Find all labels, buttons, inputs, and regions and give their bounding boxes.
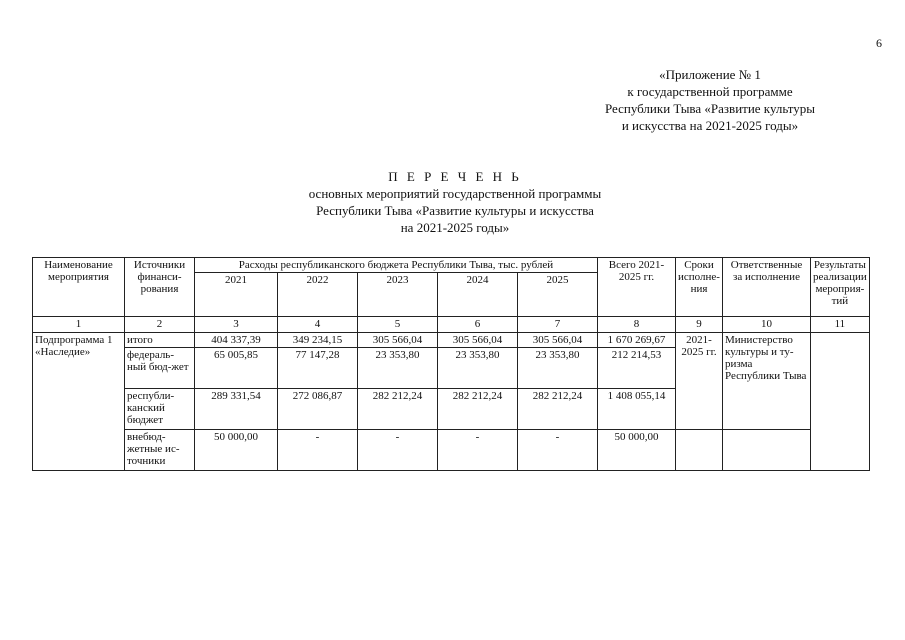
annex-line-1: «Приложение № 1 xyxy=(659,67,761,82)
value-2021: 289 331,54 xyxy=(195,389,278,430)
table-row xyxy=(33,430,870,471)
header-name: Наименование мероприятия xyxy=(33,258,125,317)
terms-empty-cell xyxy=(676,430,723,471)
terms-cell: 2021-2025 гг. xyxy=(676,333,723,430)
col-num: 7 xyxy=(518,317,598,333)
responsible-empty-cell xyxy=(723,430,811,471)
value-total: 1 670 269,67 xyxy=(598,333,676,348)
value-2025: - xyxy=(518,430,598,471)
annex-line-2: к государственной программе xyxy=(627,84,793,99)
document-title xyxy=(220,168,690,236)
page-number: 6 xyxy=(876,36,882,50)
header-results: Результаты реализации мероприя-тий xyxy=(811,258,870,317)
results-cell xyxy=(811,333,870,471)
value-2024: 282 212,24 xyxy=(438,389,518,430)
header-year-2021: 2021 xyxy=(195,273,278,317)
value-2023: 305 566,04 xyxy=(358,333,438,348)
col-num: 3 xyxy=(195,317,278,333)
value-2022: 77 147,28 xyxy=(278,348,358,389)
responsible-cell: Министерство культуры и ту-ризма Республики Тыва xyxy=(723,333,811,430)
value-2024: - xyxy=(438,430,518,471)
header-year-2025: 2025 xyxy=(518,273,598,317)
value-2025: 23 353,80 xyxy=(518,348,598,389)
measures-table xyxy=(32,257,870,471)
value-2022: - xyxy=(278,430,358,471)
col-num: 6 xyxy=(438,317,518,333)
header-responsible: Ответственные за исполнение xyxy=(723,258,811,317)
header-year-2024: 2024 xyxy=(438,273,518,317)
col-num: 8 xyxy=(598,317,676,333)
value-2025: 282 212,24 xyxy=(518,389,598,430)
annex-line-4: и искусства на 2021-2025 годы» xyxy=(621,118,799,133)
col-num: 1 xyxy=(33,317,125,333)
value-2023: - xyxy=(358,430,438,471)
value-total: 212 214,53 xyxy=(598,348,676,389)
value-total: 1 408 055,14 xyxy=(598,389,676,430)
header-terms: Сроки исполне-ния xyxy=(676,258,723,317)
annex-line-3: Республики Тыва «Развитие культуры xyxy=(604,101,816,116)
title-line-1: П Е Р Е Ч Е Н Ь xyxy=(388,169,522,184)
col-num: 4 xyxy=(278,317,358,333)
value-2024: 23 353,80 xyxy=(438,348,518,389)
header-year-2023: 2023 xyxy=(358,273,438,317)
source-cell: федераль-ный бюд-жет xyxy=(125,348,195,389)
value-2025: 305 566,04 xyxy=(518,333,598,348)
title-line-3: Республики Тыва «Развитие культуры и искусства xyxy=(316,203,594,218)
value-2022: 349 234,15 xyxy=(278,333,358,348)
value-2021: 65 005,85 xyxy=(195,348,278,389)
title-line-2: основных мероприятий государственной программы xyxy=(308,186,602,201)
table-row xyxy=(33,333,870,348)
value-total: 50 000,00 xyxy=(598,430,676,471)
header-expenses: Расходы республиканского бюджета Республики Тыва, тыс. рублей xyxy=(195,258,598,273)
col-num: 5 xyxy=(358,317,438,333)
header-sources: Источники финанси-рования xyxy=(125,258,195,317)
column-numbers-row xyxy=(33,317,870,333)
annex-block xyxy=(560,66,860,134)
value-2023: 23 353,80 xyxy=(358,348,438,389)
source-cell: внебюд-жетные ис-точники xyxy=(125,430,195,471)
col-num: 10 xyxy=(723,317,811,333)
col-num: 9 xyxy=(676,317,723,333)
source-cell: республи-канский бюджет xyxy=(125,389,195,430)
value-2022: 272 086,87 xyxy=(278,389,358,430)
program-name: Подпрограмма 1 «Наследие» xyxy=(33,333,125,471)
source-cell: итого xyxy=(125,333,195,348)
col-num: 2 xyxy=(125,317,195,333)
header-total: Всего 2021-2025 гг. xyxy=(598,258,676,317)
header-year-2022: 2022 xyxy=(278,273,358,317)
value-2024: 305 566,04 xyxy=(438,333,518,348)
value-2023: 282 212,24 xyxy=(358,389,438,430)
value-2021: 404 337,39 xyxy=(195,333,278,348)
value-2021: 50 000,00 xyxy=(195,430,278,471)
col-num: 11 xyxy=(811,317,870,333)
title-line-4: на 2021-2025 годы» xyxy=(400,220,510,235)
header-row-1 xyxy=(33,258,870,273)
